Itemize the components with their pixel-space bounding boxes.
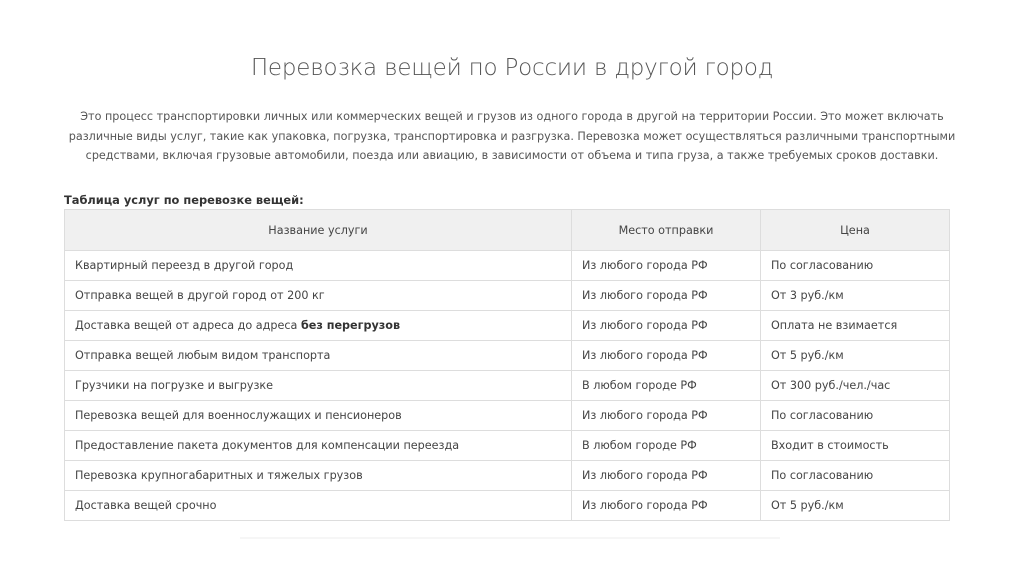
departure-place-cell: Из любого города РФ: [572, 341, 761, 371]
services-table: [64, 209, 950, 521]
departure-place-cell: В любом городе РФ: [572, 371, 761, 401]
price-cell: По согласованию: [761, 461, 950, 491]
service-name-cell: [65, 281, 572, 311]
table-row: [65, 401, 950, 431]
price-cell: От 3 руб./км: [761, 281, 950, 311]
page-title: Перевозка вещей по России в другой город: [250, 55, 774, 81]
price-cell: Входит в стоимость: [761, 431, 950, 461]
service-name-cell: [65, 461, 572, 491]
table-row: [65, 311, 950, 341]
price-cell: От 300 руб./чел./час: [761, 371, 950, 401]
table-row: [65, 431, 950, 461]
price-cell: От 5 руб./км: [761, 341, 950, 371]
departure-place-cell: Из любого города РФ: [572, 491, 761, 521]
header-service-name: Название услуги: [65, 210, 572, 251]
price-cell: По согласованию: [761, 401, 950, 431]
service-name-emphasis: без перегрузов: [300, 319, 401, 332]
service-name-cell: [65, 491, 572, 521]
table-caption: Таблица услуг по перевозке вещей:: [64, 193, 304, 207]
intro-paragraph: Это процесс транспортировки личных или коммерческих вещей и грузов из одного города в другой на территории России. Это может включать различные виды услуг, такие как упаковка, погрузка, транспортировка и разгрузка. Перевозка может осуществляться различными транспортными средствами, включая грузовые автомобили, поезда или авиацию, в зависимости от объема и типа груза, а также требуемых сроков доставки.: [68, 110, 956, 162]
table-row: [65, 281, 950, 311]
service-name-cell: [65, 371, 572, 401]
table-row: [65, 341, 950, 371]
table-header-row: [65, 210, 950, 251]
service-name: Предоставление пакета документов для компенсации переезда: [75, 439, 460, 452]
service-name: Грузчики на погрузке и выгрузке: [75, 379, 274, 392]
service-name-cell: [65, 341, 572, 371]
departure-place-cell: Из любого города РФ: [572, 311, 761, 341]
service-name: Отправка вещей любым видом транспорта: [75, 349, 331, 362]
price-cell: По согласованию: [761, 251, 950, 281]
departure-place-cell: Из любого города РФ: [572, 401, 761, 431]
service-name-cell: [65, 431, 572, 461]
price-cell: Оплата не взимается: [761, 311, 950, 341]
table-row: [65, 491, 950, 521]
service-name: Квартирный переезд в другой город: [75, 259, 294, 272]
header-price: Цена: [761, 210, 950, 251]
header-departure-place: Место отправки: [572, 210, 761, 251]
service-name-cell: [65, 401, 572, 431]
departure-place-cell: В любом городе РФ: [572, 431, 761, 461]
table-body: [65, 251, 950, 521]
table-row: [65, 371, 950, 401]
departure-place-cell: Из любого города РФ: [572, 251, 761, 281]
departure-place-cell: Из любого города РФ: [572, 281, 761, 311]
table-row: [65, 251, 950, 281]
divider: [240, 537, 780, 539]
table-row: [65, 461, 950, 491]
price-cell: От 5 руб./км: [761, 491, 950, 521]
service-name: Перевозка крупногабаритных и тяжелых грузов: [75, 469, 363, 482]
service-name: Доставка вещей срочно: [75, 499, 217, 512]
service-name-cell: [65, 311, 572, 341]
service-name: Доставка вещей от адреса до адреса: [75, 319, 301, 332]
service-name: Перевозка вещей для военнослужащих и пенсионеров: [75, 409, 402, 422]
departure-place-cell: Из любого города РФ: [572, 461, 761, 491]
service-name: Отправка вещей в другой город от 200 кг: [75, 289, 325, 302]
service-name-cell: [65, 251, 572, 281]
